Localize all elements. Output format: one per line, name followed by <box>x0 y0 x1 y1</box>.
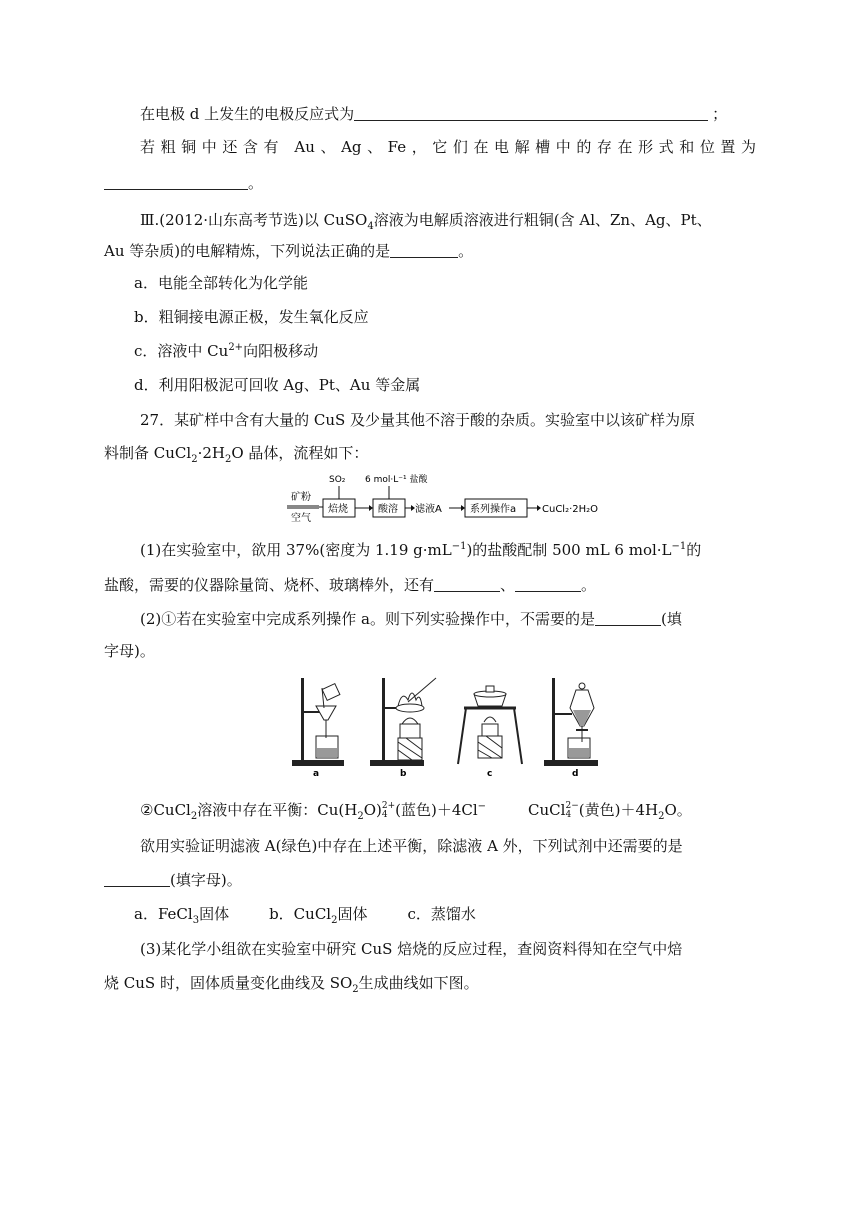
part-3-line2 <box>104 972 479 993</box>
answer-blank-3[interactable] <box>390 243 458 258</box>
subscript: 2 <box>331 915 338 926</box>
subscript: 2 <box>190 811 198 822</box>
text: 的 <box>686 541 702 559</box>
part-2-line2: 字母)。 <box>104 642 155 660</box>
option-a: a．电能全部转化为化学能 <box>134 274 308 292</box>
text: ； <box>712 105 728 123</box>
flow-product: CuCl₂·2H₂O <box>542 504 599 515</box>
text: (填 <box>660 610 682 628</box>
subscript: 2 <box>191 454 198 465</box>
superscript: 2− <box>565 801 579 811</box>
flow-input1: 矿粉 <box>291 492 311 503</box>
label-b: b <box>400 769 407 778</box>
flow-filtrate: 滤液A <box>415 504 442 515</box>
flow-so2: SO₂ <box>329 475 346 485</box>
text: O) <box>363 801 382 819</box>
part-1-line2 <box>104 574 596 595</box>
apparatus-figure <box>288 672 606 782</box>
part-2b-line2 <box>104 869 242 890</box>
question-27-line2 <box>104 442 368 463</box>
text: a．FeCl <box>134 905 193 923</box>
answer-blank-4[interactable] <box>434 577 500 592</box>
equilibrium-line <box>140 799 692 820</box>
text: 固体 <box>337 905 368 923</box>
text: 若粗铜中还含有 Au、Ag、Fe，它们在电解槽中的存在形式和位置为 <box>140 138 756 156</box>
text: O 晶体，流程如下： <box>231 444 369 462</box>
text: c．蒸馏水 <box>407 905 476 923</box>
subscript: 4 <box>381 810 388 820</box>
text: CuCl <box>528 801 566 819</box>
text: 向阳极移动 <box>243 342 319 360</box>
label-a: a <box>313 769 320 778</box>
text: 溶液为电解质溶液进行粗铜(含 Al、Zn、Ag、Pt、 <box>373 211 712 229</box>
answer-blank-6[interactable] <box>595 611 661 626</box>
text: ·2H <box>197 444 225 462</box>
text: )的盐酸配制 500 mL 6 mol·L <box>466 541 672 559</box>
text: 料制备 CuCl <box>104 444 192 462</box>
text: b．CuCl <box>269 905 332 923</box>
flow-step1: 焙烧 <box>328 504 348 515</box>
text: Au 等杂质)的电解精炼，下列说法正确的是 <box>104 242 391 260</box>
subscript: 3 <box>192 915 200 926</box>
blank-line <box>104 172 263 193</box>
part-1-line1 <box>140 539 701 560</box>
text: c．溶液中 Cu <box>134 342 229 360</box>
text: (1)在实验室中，欲用 37%(密度为 1.19 g·mL <box>140 541 452 559</box>
subscript: 2 <box>357 811 364 822</box>
charge-script <box>382 802 395 820</box>
subscript: 2 <box>658 811 665 822</box>
option-b: b．粗铜接电源正极，发生氧化反应 <box>134 308 369 326</box>
text: (黄色)＋4H <box>578 801 659 819</box>
text: 固体 <box>199 905 230 923</box>
text: ②CuCl <box>140 801 191 819</box>
question-27-line1: 27．某矿样中含有大量的 CuS 及少量其他不溶于酸的杂质。实验室中以该矿样为原 <box>140 411 696 429</box>
text: 。 <box>581 576 597 594</box>
text: (填字母)。 <box>170 871 242 889</box>
superscript: −1 <box>671 541 687 552</box>
label-c: c <box>487 769 493 778</box>
text: 盐酸，需要的仪器除量筒、烧杯、玻璃棒外，还有 <box>104 576 435 594</box>
subscript: 2 <box>352 984 359 995</box>
reagent-options <box>134 903 476 924</box>
superscript: −1 <box>451 541 467 552</box>
superscript: 2+ <box>228 342 244 353</box>
answer-blank-2[interactable] <box>104 175 248 190</box>
superscript: 2+ <box>381 801 396 811</box>
subscript: 4 <box>565 810 572 820</box>
flow-input2: 空气 <box>291 513 311 524</box>
part-2b-line1: 欲用实验证明滤液 A(绿色)中存在上述平衡，除滤液 A 外，下列试剂中还需要的是 <box>140 837 683 855</box>
text: Ⅲ.(2012·山东高考节选)以 CuSO <box>140 211 368 229</box>
option-c <box>134 340 318 361</box>
subscript: 4 <box>367 221 374 232</box>
flow-acid: 6 mol·L⁻¹ 盐酸 <box>365 475 428 485</box>
answer-blank-1[interactable] <box>354 106 708 121</box>
label-d: d <box>572 769 579 778</box>
text: 。 <box>458 242 474 260</box>
question-iii-line1 <box>140 209 712 230</box>
charge-script <box>565 802 578 820</box>
subscript: 2 <box>224 454 232 465</box>
answer-blank-7[interactable] <box>104 872 170 887</box>
text: 生成曲线如下图。 <box>358 974 479 992</box>
option-d: d．利用阳极泥可回收 Ag、Pt、Au 等金属 <box>134 376 421 394</box>
superscript: − <box>477 801 487 812</box>
text: O。 <box>664 801 692 819</box>
text: 、 <box>500 576 516 594</box>
question-iii-line2 <box>104 240 473 261</box>
part-2-line1 <box>140 608 682 629</box>
flow-step3: 系列操作a <box>470 504 517 515</box>
text: (蓝色)＋4Cl <box>395 801 478 819</box>
text: 在电极 d 上发生的电极反应式为 <box>140 105 355 123</box>
part-3-line1: (3)某化学小组欲在实验室中研究 CuS 焙烧的反应过程，查阅资料得知在空气中焙 <box>140 940 683 958</box>
crude-copper-line <box>140 136 756 158</box>
answer-blank-5[interactable] <box>515 577 581 592</box>
text: (2)①若在实验室中完成系列操作 a。则下列实验操作中，不需要的是 <box>140 610 595 628</box>
text: 溶液中存在平衡：Cu(H <box>197 801 358 819</box>
text: 。 <box>248 174 264 192</box>
electrode-d-line <box>140 103 727 124</box>
flow-step2: 酸溶 <box>378 504 398 515</box>
flow-chart <box>285 468 615 530</box>
text: 烧 CuS 时，固体质量变化曲线及 SO <box>104 974 353 992</box>
